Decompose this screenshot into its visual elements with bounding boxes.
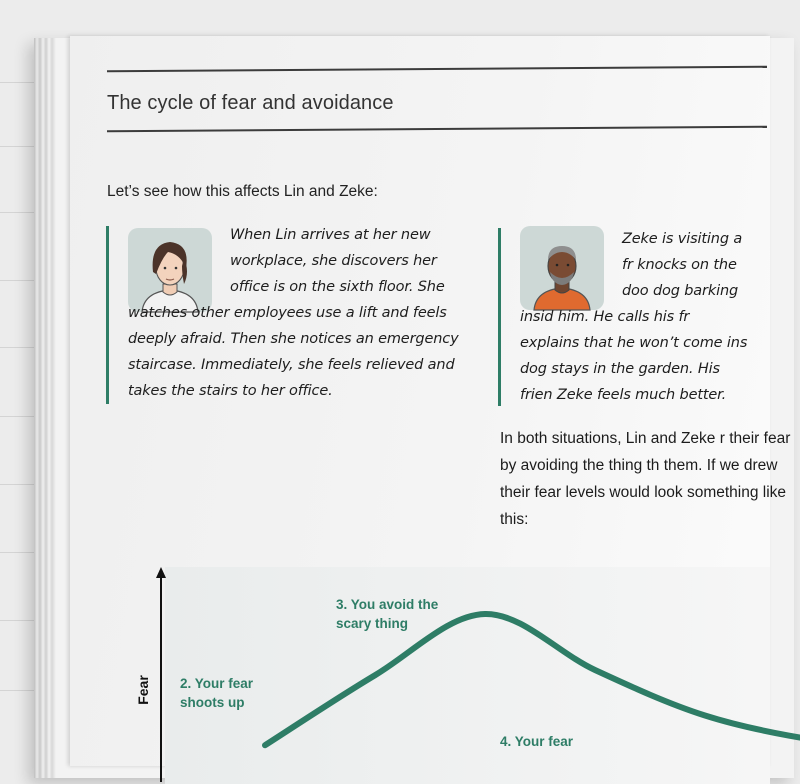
story-lin-text: When Lin arrives at her new workplace, she discovers her office is on the sixth floor. She watches other employees use a lift and feels deeply afraid. Then she notices an emergency staircase. Immediately, she feels relieved and takes the stairs to her office.	[128, 227, 459, 399]
intro-text: Let’s see how this affects Lin and Zeke:	[107, 183, 378, 200]
story-lin	[106, 226, 466, 404]
y-axis-label: Fear	[134, 675, 151, 705]
annotation-fear-shoots-up: 2. Your fear shoots up	[180, 676, 254, 710]
annotation-avoid-scary-thing: 3. You avoid the scary thing	[336, 597, 439, 631]
story-zeke-text: Zeke is visiting a fr knocks on the doo dog barking insid him. He calls his fr explains that he won’t come ins dog stays in the garden. His frien Zeke feels much better.	[520, 231, 748, 403]
y-axis-arrowhead	[156, 567, 166, 578]
summary-paragraph: In both situations, Lin and Zeke r their fear by avoiding the thing th them. If we drew their fear levels would look something like this:	[500, 430, 791, 528]
story-lin-accent-bar	[106, 226, 109, 404]
document-page	[70, 36, 791, 766]
title-underline	[107, 126, 767, 133]
section-title: The cycle of fear and avoidance	[107, 92, 394, 114]
top-rule	[107, 66, 767, 73]
story-zeke-accent-bar	[498, 228, 501, 406]
fear-chart	[70, 564, 770, 784]
annotation-your-fear: 4. Your fear	[500, 734, 574, 749]
story-zeke	[498, 228, 798, 406]
